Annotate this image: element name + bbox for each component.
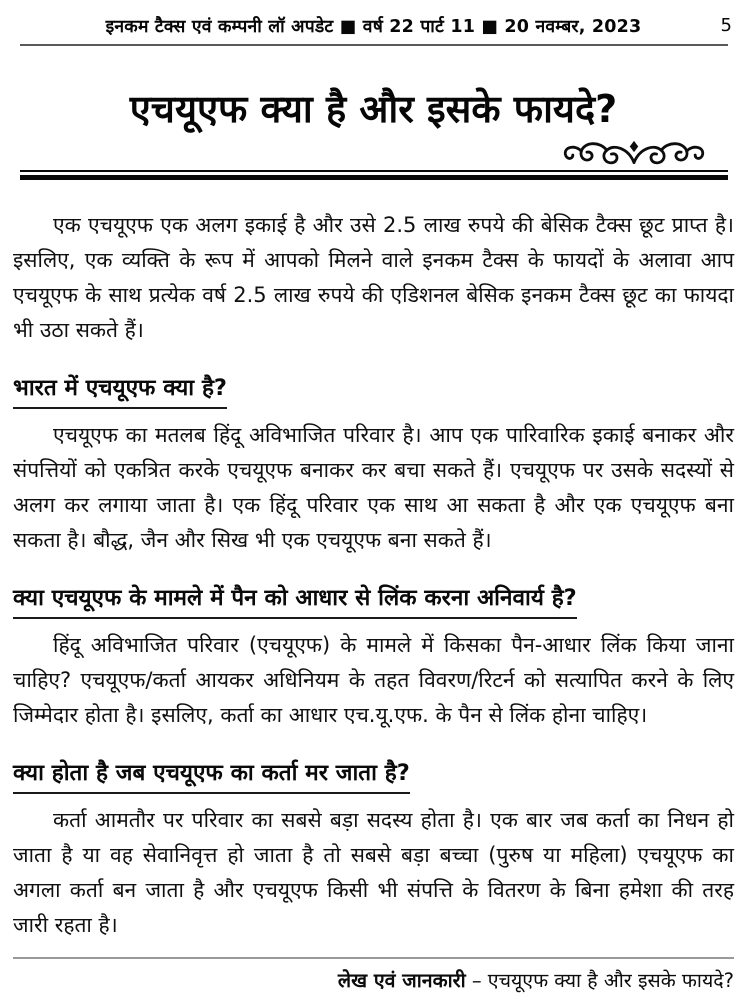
flourish-ornament-icon xyxy=(558,139,710,171)
section-heading-pan-aadhaar-link xyxy=(13,581,734,619)
page-number: 5 xyxy=(720,15,732,36)
footer-article-title: – एचयूएफ क्या है और इसके फायदे? xyxy=(471,969,734,992)
title-divider xyxy=(13,138,734,180)
article-title: एचयूएफ क्या है और इसके फायदे? xyxy=(129,87,618,131)
section-heading-text: क्या होता है जब एचयूएफ का कर्ता मर जाता है? xyxy=(13,756,410,794)
title-double-rule xyxy=(20,170,728,180)
intro-paragraph: एक एचयूएफ एक अलग इकाई है और उसे 2.5 लाख रुपये की बेसिक टैक्स छूट प्राप्त है। इसलिए, एक व्यक्ति के रूप में आपको मिलने वाले इनकम टैक्स के फायदों के अलावा आप एचयूएफ के साथ प्रत्येक वर्ष 2.5 लाख रुपये की एडिशनल बेसिक इनकम टैक्स छूट का फायदा भी उठा सकते हैं। xyxy=(13,213,734,342)
page-header xyxy=(13,14,734,41)
section-paragraph: कर्ता आमतौर पर परिवार का सबसे बड़ा सदस्य होता है। एक बार जब कर्ता का निधन हो जाता है या वह सेवानिवृत्त हो जाता है तो सबसे बड़ा बच्चा (पुरुष या महिला) एचयूएफ का अगला कर्ता बन जाता है और एचयूएफ किसी भी संपत्ति के वितरण के बिना हमेशा की तरह जारी रहता है। xyxy=(13,808,734,937)
header-rule xyxy=(20,44,728,46)
footer-text xyxy=(13,959,734,993)
page-footer xyxy=(13,957,734,993)
section-paragraph: एचयूएफ का मतलब हिंदू अविभाजित परिवार है। आप एक पारिवारिक इकाई बनाकर और संपत्तियों को एकत्रित करके एचयूएफ बनाकर कर बचा सकते हैं। एचयूएफ पर उसके सदस्यों से अलग कर लगाया जाता है। एक हिंदू परिवार एक साथ आ सकता है और एक एचयूएफ बना सकता है। बौद्ध, जैन और सिख भी एक एचयूएफ बना सकते हैं। xyxy=(13,423,734,552)
section-heading-what-is-huf xyxy=(13,371,734,409)
section-paragraph: हिंदू अविभाजित परिवार (एचयूएफ) के मामले में किसका पैन-आधार लिंक किया जाना चाहिए? एचयूएफ/कर्ता आयकर अधिनियम के तहत विवरण/रिटर्न को सत्यापित करने के लिए जिम्मेदार होता है। इसलिए, कर्ता का आधार एच.यू.एफ. के पैन से लिंक होना चाहिए। xyxy=(13,633,734,727)
section-heading-text: क्या एचयूएफ के मामले में पैन को आधार से लिंक करना अनिवार्य है? xyxy=(13,581,577,619)
section-heading-karta-death xyxy=(13,756,734,794)
footer-label: लेख एवं जानकारी xyxy=(337,969,466,992)
section-heading-text: भारत में एचयूएफ क्या है? xyxy=(13,371,227,409)
title-double-rule-thick xyxy=(20,175,728,180)
header-journal-title: इनकम टैक्स एवं कम्पनी लॉ अपडेट ■ वर्ष 22 पार्ट 11 ■ 20 नवम्बर, 2023 xyxy=(105,17,642,37)
